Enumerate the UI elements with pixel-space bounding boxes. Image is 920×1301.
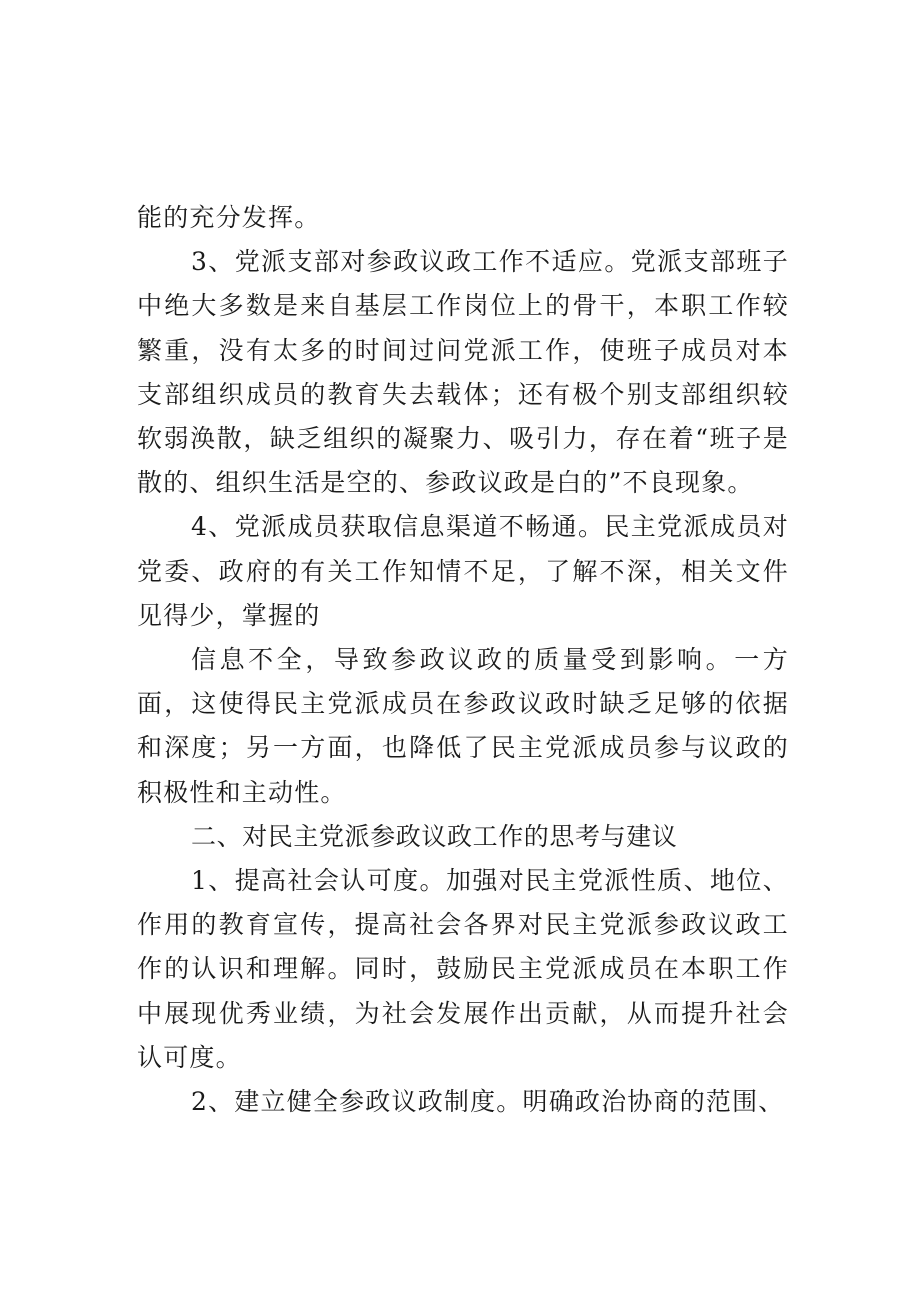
paragraph-item-4-continued: 信息不全，导致参政议政的质量受到影响。一方面，这使得民主党派成员在参政议政时缺乏足够的依据和深度；另一方面，也降低了民主党派成员参与议政的积极性和主动性。 <box>137 645 789 807</box>
paragraph-continuation: 能的充分发挥。 <box>137 203 321 232</box>
section-heading-2: 二、对民主党派参政议政工作的思考与建议 <box>191 821 678 851</box>
paragraph-item-3: 3、党派支部对参政议政工作不适应。党派支部班子中绝大多数是来自基层工作岗位上的骨干，本职工作较繁重，没有太多的时间过问党派工作，使班子成员对本支部组织成员的教育失去载体；还有极个别支部组织较软弱涣散，缺乏组织的凝聚力、吸引力，存在着“班子是散的、组织生活是空的、参政议政是白的”不良现象。 <box>137 247 789 498</box>
paragraph-suggestion-1: 1、提高社会认可度。加强对民主党派性质、地位、作用的教育宣传，提高社会各界对民主党派参政议政工作的认识和理解。同时，鼓励民主党派成员在本职工作中展现优秀业绩，为社会发展作出贡献，从而提升社会认可度。 <box>137 866 789 1072</box>
paragraph-item-4: 4、党派成员获取信息渠道不畅通。民主党派成员对党委、政府的有关工作知情不足，了解不深，相关文件见得少，掌握的 <box>137 512 789 630</box>
paragraph-suggestion-2: 2、建立健全参政议政制度。明确政治协商的范围、 <box>191 1087 785 1117</box>
document-body <box>137 196 789 1124</box>
